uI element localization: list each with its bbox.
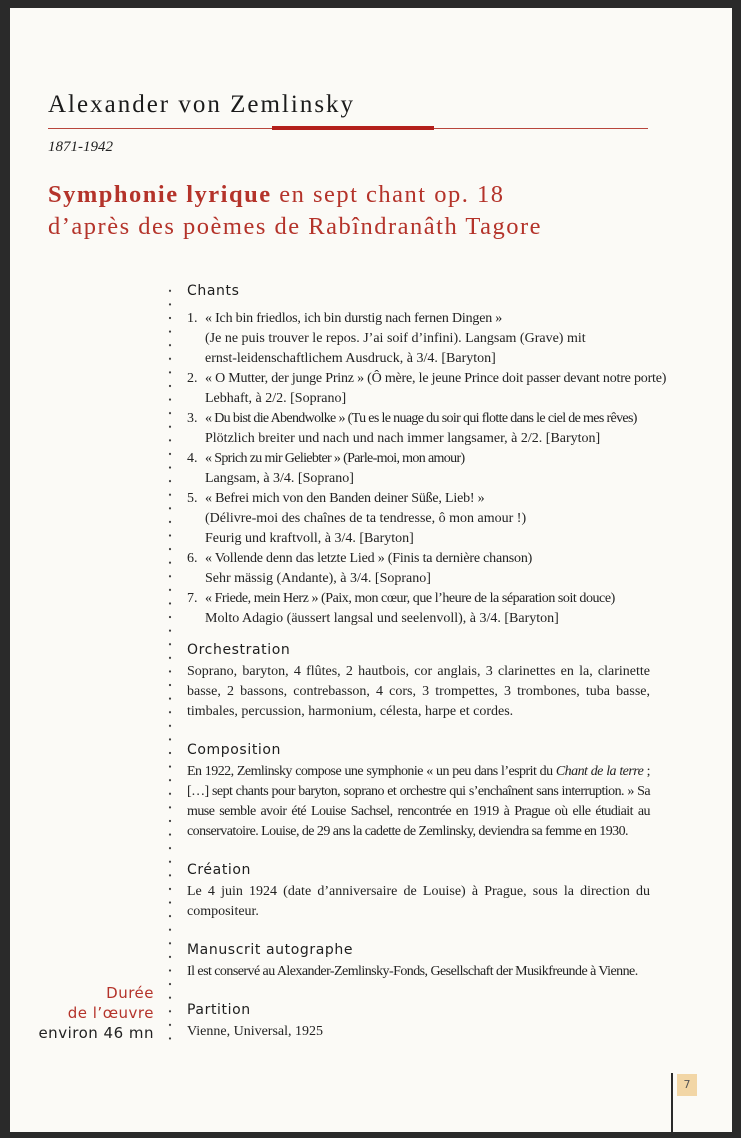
creation-text: Le 4 juin 1924 (date d’anniversaire de Louise) à Prague, sous la direction du compositeur. [187, 884, 650, 919]
chant-line: « Du bist die Abendwolke » (Tu es le nuage du soir qui flotte dans le ciel de mes rêves) [205, 411, 637, 426]
work-title-bold: Symphonie lyrique [48, 181, 272, 208]
chant-line: ernst-leidenschaftlichem Ausdruck, à 3/4. [Baryton] [205, 351, 496, 366]
chant-number: 3. [187, 411, 198, 426]
chant-line: « Befrei mich von den Banden deiner Süße, Lieb! » [205, 491, 485, 506]
chant-number: 6. [187, 551, 198, 566]
chant-line: (Je ne puis trouver le repos. J’ai soif d’infini). Langsam (Grave) mit [205, 331, 586, 346]
chants-list [187, 309, 667, 629]
duration-label: Durée [106, 984, 154, 1002]
chant-line: Plötzlich breiter und nach und nach immer langsamer, à 2/2. [Baryton] [205, 431, 601, 446]
section-title-creation: Création [187, 862, 252, 878]
chant-item [187, 369, 667, 409]
work-title-line [48, 179, 708, 211]
chant-number: 5. [187, 491, 198, 506]
chant-number: 2. [187, 371, 198, 386]
manuscrit-text: Il est conservé au Alexander-Zemlinsky-Fonds, Gesellschaft der Musikfreunde à Vienne. [187, 964, 638, 979]
chant-item [187, 549, 657, 589]
chant-item [187, 309, 657, 369]
section-title-chants: Chants [187, 283, 240, 299]
chant-line: Feurig und kraftvoll, à 3/4. [Baryton] [205, 531, 414, 546]
page-number: 7 [677, 1074, 697, 1096]
chant-item [187, 589, 657, 629]
dotted-divider [168, 284, 172, 1044]
chant-line: « Friede, mein Herz » (Paix, mon cœur, que l’heure de la séparation soit douce) [205, 591, 615, 606]
chant-item [187, 449, 657, 489]
duration-box [30, 983, 154, 1043]
composition-text-part: En 1922, Zemlinsky compose une symphonie « un peu dans l’esprit du [187, 764, 556, 779]
section-title-composition: Composition [187, 742, 282, 758]
chant-line: « Vollende denn das letzte Lied » (Finis ta dernière chanson) [205, 551, 533, 566]
chant-line: Molto Adagio (äussert langsal und seelenvoll), à 3/4. [Baryton] [205, 611, 559, 626]
page-number-bar [671, 1073, 673, 1132]
chant-item [187, 409, 657, 449]
composer-name: Alexander von Zemlinsky [48, 91, 356, 118]
duration-label: de l’œuvre [67, 1004, 154, 1022]
chant-number: 1. [187, 311, 198, 326]
work-title-rest: en sept chant op. 18 [271, 181, 505, 208]
document-page [10, 8, 732, 1132]
section-title-manuscrit: Manuscrit autographe [187, 942, 354, 958]
title-rule-accent [272, 126, 434, 130]
chant-line: Sehr mässig (Andante), à 3/4. [Soprano] [205, 571, 431, 586]
chant-line: Langsam, à 3/4. [Soprano] [205, 471, 354, 486]
chant-line: Lebhaft, à 2/2. [Soprano] [205, 391, 347, 406]
chant-line: (Délivre-moi des chaînes de ta tendresse, ô mon amour !) [205, 511, 527, 526]
partition-text: Vienne, Universal, 1925 [187, 1024, 324, 1039]
chant-number: 7. [187, 591, 198, 606]
duration-value: environ 46 mn [38, 1024, 154, 1042]
composer-dates: 1871-1942 [48, 139, 113, 155]
composition-work-reference: Chant de la terre [555, 764, 644, 779]
section-title-partition: Partition [187, 1002, 251, 1018]
composition-text-part: ; […] sept chants pour baryton, soprano et orchestre qui s’enchaînent sans interruption. » Sa muse semble avoir été Louise Sachsel, rencontrée en 1919 à Prague où elle étudiait au conservatoire. Louise, de 29 ans la cadette de Zemlinsky, deviendra sa femme en 1930. [187, 764, 650, 839]
chant-item [187, 489, 657, 549]
work-subtitle: d’après des poèmes de Rabîndranâth Tagore [48, 213, 543, 240]
chant-line: « Sprich zu mir Geliebter » (Parle-moi, mon amour) [205, 451, 465, 466]
composition-text [187, 762, 650, 842]
chant-number: 4. [187, 451, 198, 466]
chant-line: « Ich bin friedlos, ich bin durstig nach fernen Dingen » [205, 311, 503, 326]
section-title-orchestration: Orchestration [187, 642, 291, 658]
chant-line: « O Mutter, der junge Prinz » (Ô mère, le jeune Prince doit passer devant notre porte) [205, 371, 667, 386]
orchestration-text: Soprano, baryton, 4 flûtes, 2 hautbois, cor anglais, 3 clarinettes en la, clarinette basse, 2 bassons, contrebasson, 4 cors, 3 trompettes, 3 trombones, tuba basse, timbales, percussion, harmonium, célesta, harpe et cordes. [187, 664, 650, 719]
work-title [48, 179, 708, 243]
